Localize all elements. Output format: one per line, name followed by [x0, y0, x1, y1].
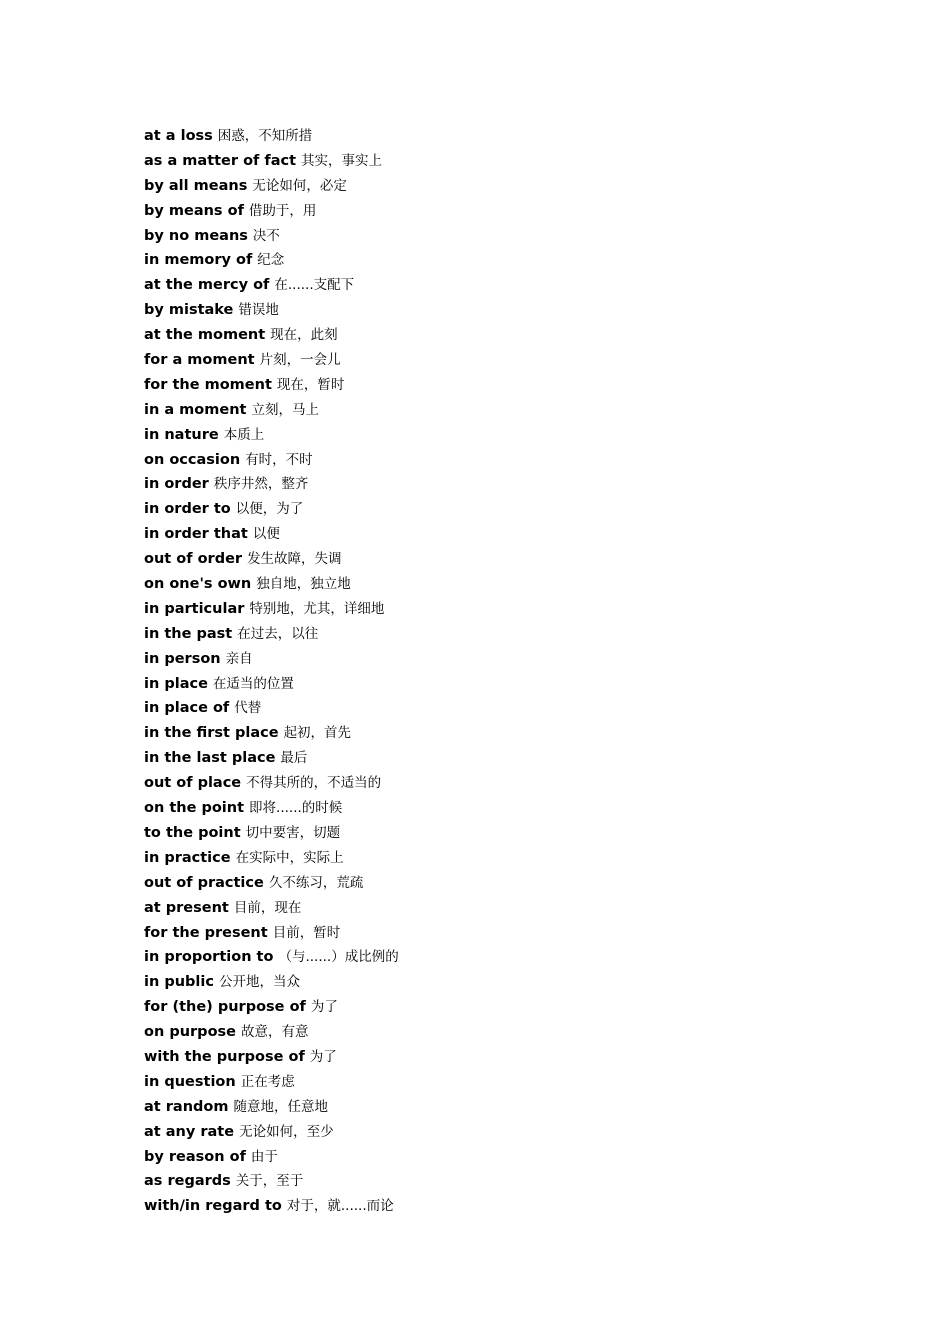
list-item: [144, 547, 399, 572]
phrase-chinese: 由于: [250, 1148, 278, 1165]
phrase-english: in nature: [144, 426, 219, 443]
phrase-chinese: 对于，就......而论: [286, 1198, 394, 1215]
list-item: [144, 348, 399, 373]
phrase-english: in order that: [144, 526, 248, 543]
list-item: [144, 622, 399, 647]
phrase-english: with the purpose of: [144, 1048, 305, 1065]
phrase-chinese: 为了: [309, 1048, 337, 1065]
phrase-chinese: 久不练习，荒疏: [268, 874, 364, 891]
list-item: [144, 647, 399, 672]
phrase-english: in order: [144, 476, 209, 493]
list-item: [144, 771, 399, 796]
phrase-english: by all means: [144, 177, 248, 194]
list-item: [144, 1145, 399, 1170]
phrase-chinese: 立刻，马上: [251, 401, 319, 418]
phrase-chinese: 无论如何，必定: [252, 177, 347, 194]
phrase-chinese: 在实际中，实际上: [235, 849, 344, 866]
list-item: [144, 472, 399, 497]
phrase-chinese: 决不: [252, 227, 280, 244]
list-item: [144, 1095, 399, 1120]
list-item: [144, 1020, 399, 1045]
phrase-chinese: 有时，不时: [245, 451, 313, 468]
phrase-english: in order to: [144, 501, 231, 518]
phrase-english: in the past: [144, 625, 233, 642]
list-item: [144, 846, 399, 871]
list-item: [144, 696, 399, 721]
list-item: [144, 821, 399, 846]
phrase-english: by means of: [144, 202, 244, 219]
list-item: [144, 174, 399, 199]
phrase-chinese: 为了: [310, 999, 338, 1016]
phrase-english: with/in regard to: [144, 1198, 282, 1215]
phrase-list: [144, 124, 399, 1219]
list-item: [144, 522, 399, 547]
phrase-english: at present: [144, 899, 229, 916]
list-item: [144, 149, 399, 174]
list-item: [144, 896, 399, 921]
list-item: [144, 1070, 399, 1095]
phrase-chinese: 借助于，用: [248, 202, 317, 219]
phrase-chinese: 亲自: [225, 650, 253, 667]
phrase-english: on occasion: [144, 451, 241, 468]
list-item: [144, 497, 399, 522]
phrase-chinese: 片刻，一会儿: [259, 352, 341, 369]
list-item: [144, 945, 399, 970]
phrase-english: at any rate: [144, 1123, 235, 1140]
phrase-english: in proportion to: [144, 949, 274, 966]
phrase-english: out of place: [144, 775, 242, 792]
phrase-chinese: 错误地: [238, 302, 279, 319]
phrase-english: to the point: [144, 824, 241, 841]
phrase-chinese: 独自地，独立地: [256, 576, 351, 593]
list-item: [144, 572, 399, 597]
phrase-chinese: 正在考虑: [240, 1073, 295, 1090]
list-item: [144, 124, 399, 149]
list-item: [144, 398, 399, 423]
list-item: [144, 273, 399, 298]
list-item: [144, 1194, 399, 1219]
list-item: [144, 871, 399, 896]
phrase-english: out of order: [144, 551, 243, 568]
phrase-english: for the present: [144, 924, 268, 941]
phrase-chinese: 目前，现在: [233, 899, 302, 916]
phrase-chinese: 纪念: [257, 252, 285, 269]
list-item: [144, 224, 399, 249]
phrase-chinese: 在......支配下: [274, 277, 355, 294]
phrase-english: at a loss: [144, 128, 213, 144]
list-item: [144, 199, 399, 224]
phrase-chinese: （与......）成比例的: [278, 949, 399, 966]
list-item: [144, 597, 399, 622]
phrase-english: out of practice: [144, 874, 264, 891]
phrase-english: at the moment: [144, 327, 266, 344]
phrase-chinese: 在适当的位置: [212, 675, 294, 692]
phrase-chinese: 本质上: [223, 426, 265, 443]
phrase-chinese: 发生故障，失调: [247, 551, 342, 568]
phrase-english: in the first place: [144, 725, 279, 742]
phrase-chinese: 代替: [234, 700, 262, 717]
list-item: [144, 248, 399, 273]
phrase-chinese: 即将......的时候: [249, 800, 343, 817]
phrase-english: as a matter of fact: [144, 152, 297, 169]
phrase-chinese: 秩序井然，整齐: [213, 476, 309, 493]
phrase-chinese: 现在，此刻: [270, 327, 338, 344]
phrase-english: in place: [144, 675, 208, 692]
phrase-english: for a moment: [144, 352, 255, 369]
list-item: [144, 721, 399, 746]
phrase-chinese: 以便: [252, 526, 280, 543]
phrase-chinese: 关于，至于: [235, 1173, 304, 1190]
phrase-english: on one's own: [144, 576, 252, 593]
phrase-english: on purpose: [144, 1024, 236, 1041]
phrase-english: for the moment: [144, 376, 272, 393]
phrase-english: in the last place: [144, 750, 276, 767]
list-item: [144, 746, 399, 771]
phrase-english: in place of: [144, 700, 230, 717]
list-item: [144, 298, 399, 323]
phrase-english: as regards: [144, 1173, 231, 1190]
phrase-chinese: 公开地，当众: [218, 974, 300, 991]
list-item: [144, 1120, 399, 1145]
phrase-english: at the mercy of: [144, 277, 270, 294]
phrase-english: in person: [144, 650, 221, 667]
phrase-chinese: 无论如何，至少: [239, 1123, 334, 1140]
list-item: [144, 1169, 399, 1194]
phrase-chinese: 其实，事实上: [301, 152, 383, 169]
phrase-chinese: 特别地，尤其，详细地: [249, 600, 385, 617]
phrase-chinese: 最后: [280, 750, 308, 767]
phrase-english: at random: [144, 1098, 229, 1115]
phrase-english: in particular: [144, 600, 245, 617]
phrase-chinese: 困惑，不知所措: [217, 128, 313, 144]
phrase-chinese: 在过去，以往: [237, 625, 319, 642]
list-item: [144, 970, 399, 995]
phrase-chinese: 故意，有意: [241, 1024, 309, 1041]
phrase-chinese: 目前，暂时: [272, 924, 341, 941]
phrase-english: in practice: [144, 849, 231, 866]
list-item: [144, 995, 399, 1020]
phrase-english: on the point: [144, 800, 245, 817]
list-item: [144, 448, 399, 473]
phrase-chinese: 切中要害，切题: [245, 824, 341, 841]
list-item: [144, 921, 399, 946]
phrase-chinese: 不得其所的，不适当的: [246, 775, 382, 792]
phrase-english: in memory of: [144, 252, 253, 269]
phrase-english: in public: [144, 974, 214, 991]
list-item: [144, 796, 399, 821]
phrase-english: by mistake: [144, 302, 234, 319]
list-item: [144, 423, 399, 448]
phrase-chinese: 以便，为了: [235, 501, 304, 518]
phrase-english: by reason of: [144, 1148, 246, 1165]
phrase-chinese: 现在，暂时: [276, 376, 345, 393]
list-item: [144, 323, 399, 348]
list-item: [144, 1045, 399, 1070]
phrase-chinese: 起初，首先: [283, 725, 352, 742]
phrase-english: in a moment: [144, 401, 247, 418]
phrase-english: for (the) purpose of: [144, 999, 306, 1016]
list-item: [144, 373, 399, 398]
list-item: [144, 672, 399, 697]
phrase-english: in question: [144, 1073, 236, 1090]
phrase-chinese: 随意地，任意地: [233, 1098, 328, 1115]
phrase-english: by no means: [144, 227, 248, 244]
